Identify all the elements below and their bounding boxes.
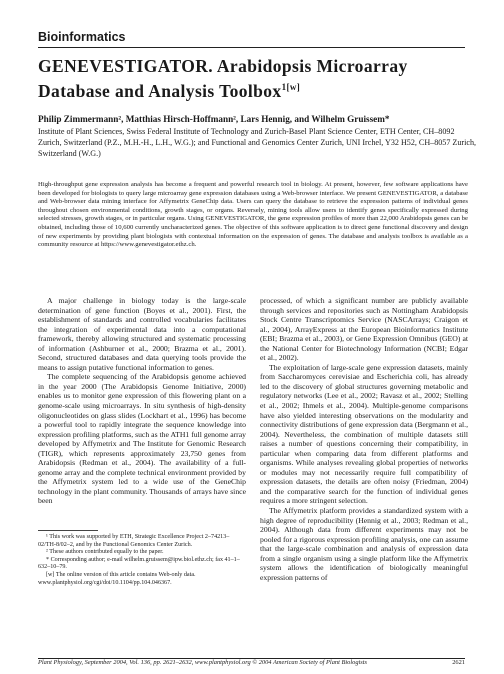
article-title: [38, 56, 468, 102]
abstract: High-throughput gene expression analysis has become a frequent and powerful research tool in biology. At present, however, few software applications have been developed for biologists to query large microarray gene expression databases using a Web-browser interface. We present GENEVESTIGATOR, a database and Web-browser data mining interface for Affymetrix GeneChip data. Users can query the database to retrieve the expression patterns of individual genes throughout chosen environmental conditions, growth stages, or organs. Reversely, mining tools allow users to identify genes specifically expressed during selected stresses, growth stages, or in particular organs. Using GENEVESTIGATOR, the gene expression profiles of more than 22,000 Arabidopsis genes can be obtained, including those of 10,600 currently uncharacterized genes. The objective of this software application is to direct gene functional discovery and design of new experiments by providing plant biologists with contextual information on the expression of genes. The database and analysis toolbox is available as a community resource at https://www.genevestigator.ethz.ch.: [38, 181, 468, 249]
footnote: www.plantphysiol.org/cgi/doi/10.1104/pp.104.046367.: [38, 579, 172, 586]
body-paragraph: The Affymetrix platform provides a standardized system with a high degree of reproducibility (Hennig et al., 2003; Redman et al., 2004). Although data from different experiments may not be pooled for a rigorous expression profiling analysis, one can assume that the large-scale combination and analysis of expression data from a single organism using a single platform like the Affymetrix system allows the identification of biologically meaningful expression patterns of: [260, 506, 468, 582]
footnote-rule: [38, 530, 98, 531]
footnotes: [38, 534, 246, 587]
title-footnote-marker: 1[w]: [281, 82, 301, 92]
header-rule: [38, 47, 465, 48]
body-column-right: [260, 296, 468, 582]
body-column-left: [38, 296, 246, 506]
body-paragraph: The exploitation of large-scale gene expression datasets, mainly from Saccharomyces cerevisiae and Escherichia coli, has already led to the discovery of global structures governing metabolic and regulatory networks (Lee et al., 2002; Ravasz et al., 2002; Stelling et al., 2002; Ihmels et al., 2004). Multiple-genome comparisons have also yielded interesting observations on the modularity and connectivity distributions of gene expression data (Bergmann et al., 2004). Nevertheless, the combination of multiple datasets still raises a number of questions concerning their compatibility, in particular when comparing data from different platforms and organisms. While analyses revealing global properties of networks or modules may not necessarily require full compatibility of expression datasets, the details are often noisy (Friedman, 2004) and the comparative search for the function of individual genes requires a more stringent selection.: [260, 362, 468, 506]
page-footer: [38, 659, 465, 666]
page-number: 2621: [452, 659, 465, 666]
footnote: [w] The online version of this article contains Web-only data.: [46, 571, 196, 578]
body-paragraph: A major challenge in biology today is the large-scale determination of gene function (Boyes et al., 2001). First, the establishment of standards and controlled vocabularies facilitates the integration of experimental data into a computational framework, thereby allowing structured and systematic processing of information (Ashburner et al., 2000; Brazma et al., 2001). Second, structured databases and data querying tools provide the means to assign putative functional information to genes.: [38, 296, 246, 372]
affiliation: Institute of Plant Sciences, Swiss Federal Institute of Technology and Zurich-Basel Plant Science Center, ETH Center, CH–8092 Zurich, Switzerland (P.Z., M.H.-H., L.H., W.G.); and Functional and Genomics Center Zurich, UNI Irchel, Y32 H52, CH–8057 Zurich, Switzerland (W.G.): [38, 127, 477, 158]
footnote: * Corresponding author; e-mail wilhelm.gruissem@ipw.biol.ethz.ch; fax 41–1–632–10–79.: [38, 556, 240, 571]
author-list: Philip Zimmermann², Matthias Hirsch-Hoffmann², Lars Hennig, and Wilhelm Gruissem*: [38, 114, 390, 124]
footnote: ¹ This work was supported by ETH, Strategic Excellence Project 2–74213–02/TH-8/02–2, and by the Functional Genomics Center Zurich.: [38, 534, 230, 548]
body-paragraph: The complete sequencing of the Arabidopsis genome achieved in the year 2000 (The Arabidopsis Genome Initiative, 2000) enables us to monitor gene expression of this flowering plant on a genome-scale using microarrays. In situ synthesis of high-density oligonucleotides on glass slides (Lockhart et al., 1996) has become a powerful tool to rapidly integrate the sequence knowledge into expression profiling platforms, such as the ATH1 full genome array developed by Affymetrix and The Institute for Genomic Research (TIGR), which represents approximately 23,750 genes from Arabidopsis (Redman et al., 2004). The availability of a full-genome array and the complete technical environment provided by the Affymetrix system led to a wide use of the GeneChip technology in the plant community. Thousands of arrays have since been: [38, 372, 246, 506]
body-paragraph: processed, of which a significant number are publicly available through services and repositories such as Nottingham Arabidopsis Stock Centre Transcriptomics Service (NASCArrays; Craigon et al., 2004), ArrayExpress at the European Bioinformatics Institute (EBI; Brazma et al., 2003), or Gene Expression Omnibus (GEO) at the National Center for Biotechnology Information (NCBI; Edgar et al., 2002).: [260, 296, 468, 363]
section-label: Bioinformatics: [38, 30, 126, 44]
journal-citation: Plant Physiology, September 2004, Vol. 136, pp. 2621–2632, www.plantphysiol.org © 2004 American Society of Plant Biologists: [38, 659, 368, 666]
article-title-text: GENEVESTIGATOR. Arabidopsis Microarray Database and Analysis Toolbox: [38, 56, 408, 101]
footnote: ² These authors contributed equally to the paper.: [46, 549, 164, 556]
